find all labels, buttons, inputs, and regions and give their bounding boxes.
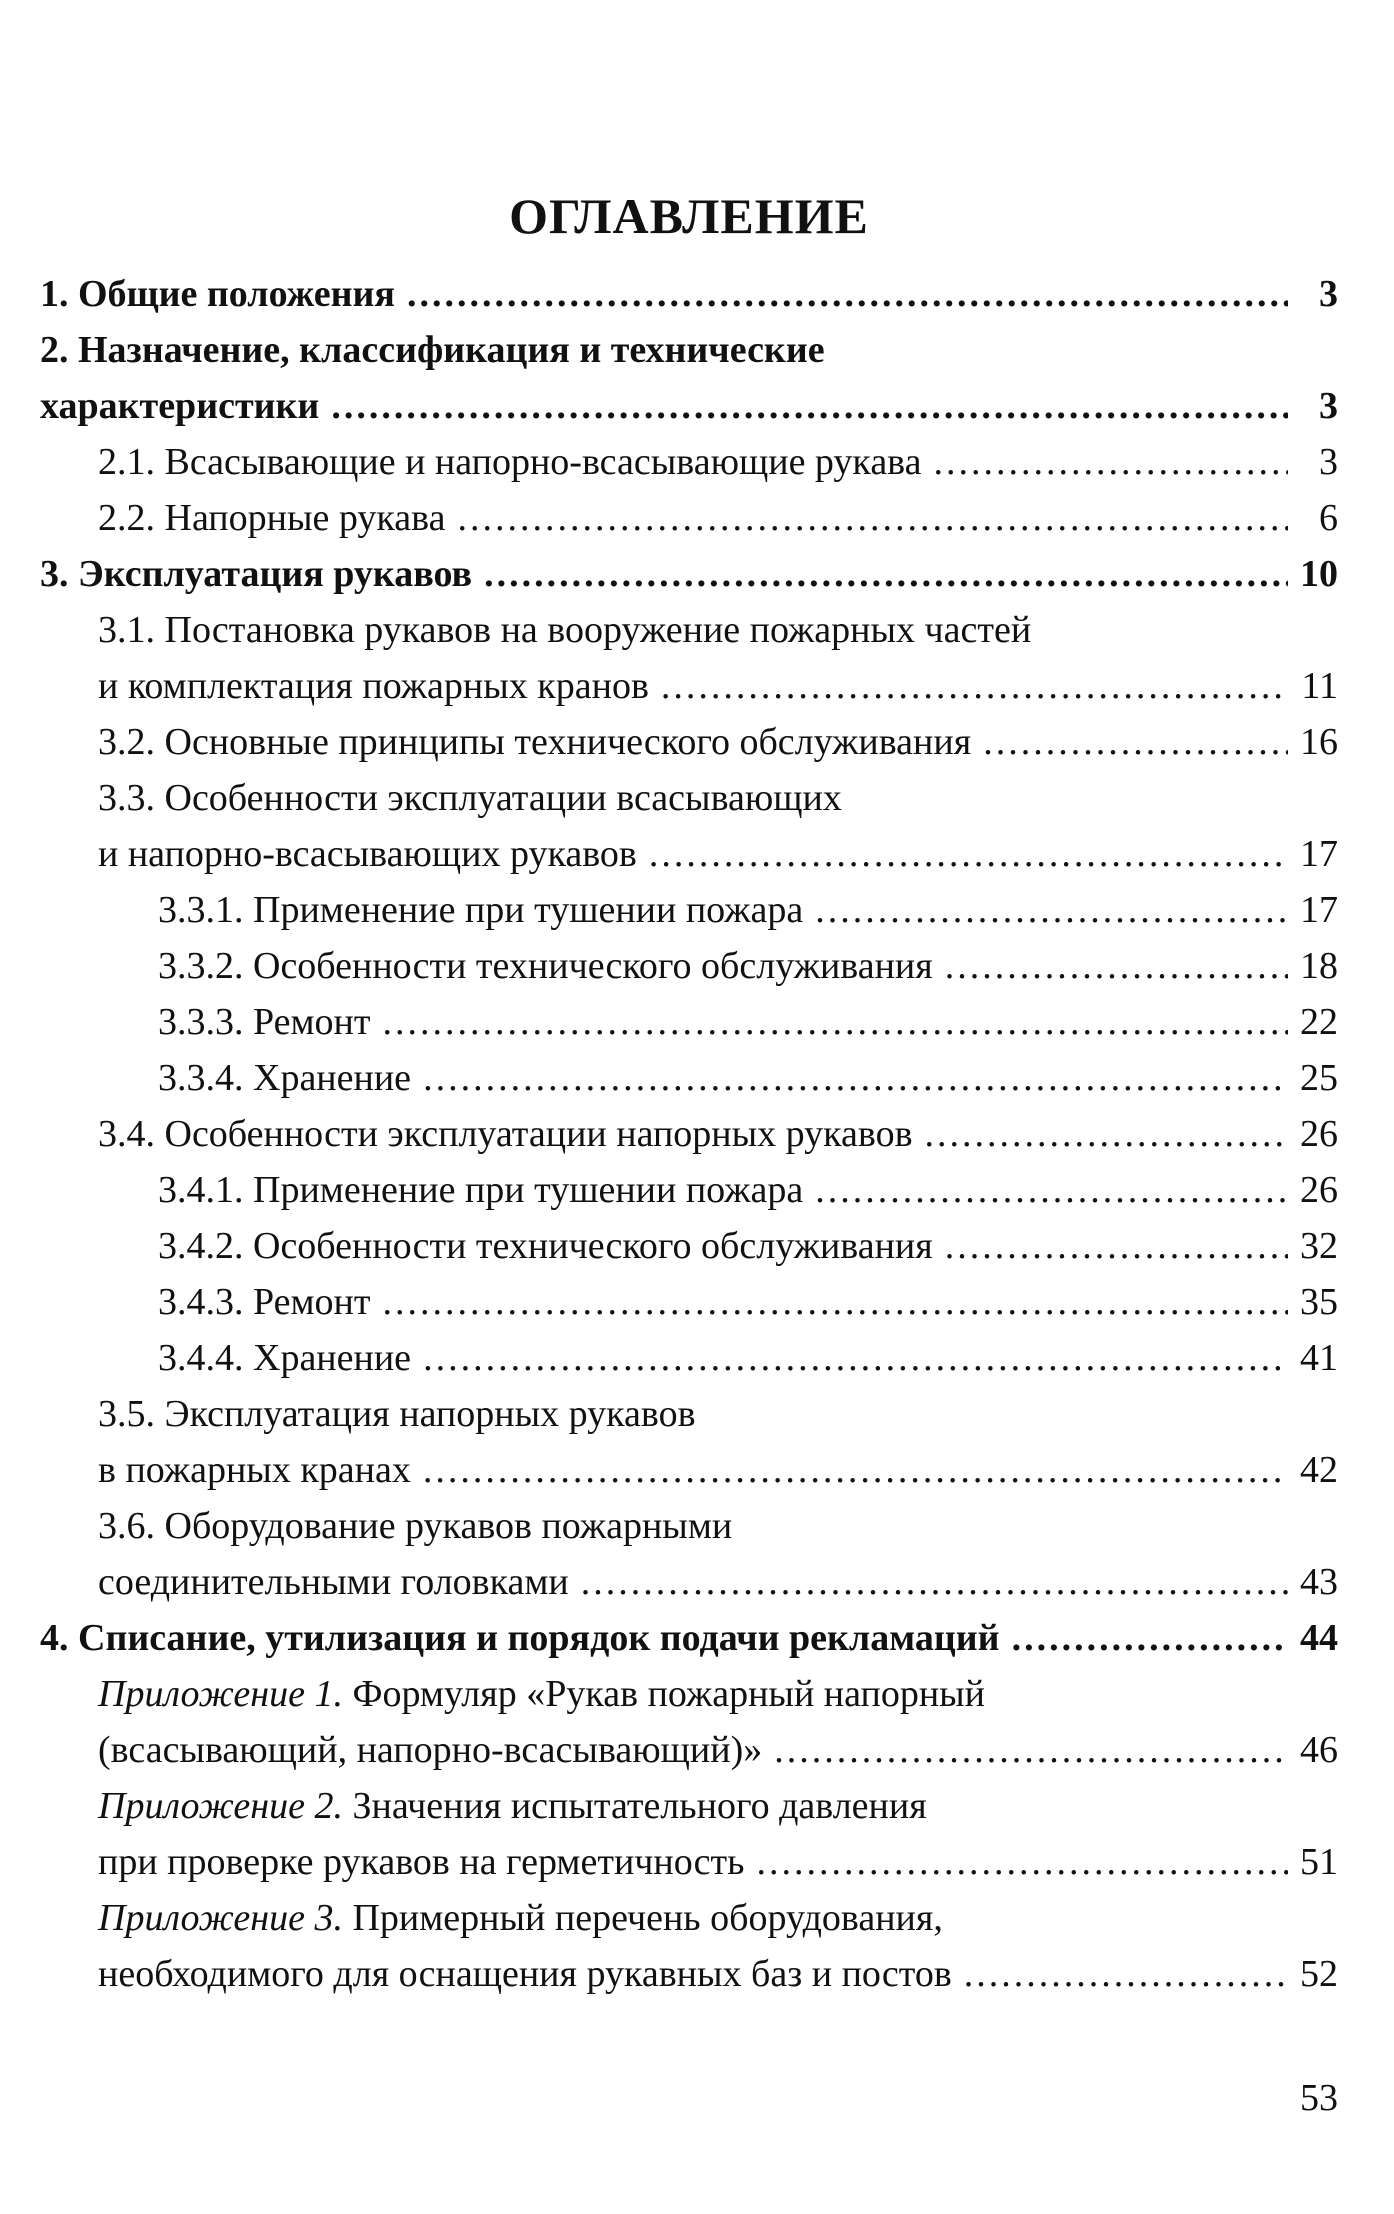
dot-leader [934, 434, 1289, 490]
toc-page-number: 25 [1300, 1057, 1338, 1099]
toc-entry [40, 994, 1338, 1050]
dot-leader [945, 938, 1288, 994]
toc-entry [40, 938, 1338, 994]
toc-entry [40, 1778, 1338, 1890]
dot-leader [1012, 1610, 1288, 1666]
dot-leader [756, 1834, 1288, 1890]
dot-leader [815, 882, 1288, 938]
toc-entry-first-line: Формуляр «Рукав пожарный напорный [342, 1673, 986, 1715]
toc-entry [40, 1274, 1338, 1330]
toc-entry-text: 3.4.2. Особенности технического обслуживания [158, 1225, 933, 1267]
toc-entry [40, 1218, 1338, 1274]
toc-page-number: 42 [1300, 1449, 1338, 1491]
toc-entry-first-line: 3.5. Эксплуатация напорных рукавов [98, 1393, 696, 1435]
dot-leader [331, 378, 1288, 434]
toc-page-number: 43 [1300, 1561, 1338, 1603]
toc-entry [40, 1162, 1338, 1218]
toc-page-number: 51 [1300, 1841, 1338, 1883]
toc-page-number: 3 [1319, 441, 1338, 483]
toc-entry-text: 4. Списание, утилизация и порядок подачи рекламаций [40, 1617, 1000, 1659]
toc-entry [40, 1050, 1338, 1106]
toc-entry [40, 602, 1338, 714]
toc-entry-first-line: 3.6. Оборудование рукавов пожарными [98, 1505, 733, 1547]
page-title: ОГЛАВЛЕНИЕ [509, 188, 869, 244]
toc-entry-text: 3.4.4. Хранение [158, 1337, 412, 1379]
toc-entry-text: 3.2. Основные принципы технического обслуживания [98, 721, 972, 763]
dot-leader [383, 994, 1289, 1050]
toc-entry-text: 3.3.2. Особенности технического обслуживания [158, 945, 933, 987]
toc-page-number: 52 [1300, 1953, 1338, 1995]
dot-leader [407, 266, 1288, 322]
appendix-label: Приложение 2. [98, 1785, 343, 1827]
toc-page-number: 17 [1300, 889, 1338, 931]
dot-leader [983, 714, 1288, 770]
toc-entry [40, 546, 1338, 602]
toc-entry-text: 1. Общие положения [40, 273, 395, 315]
toc-page-number: 46 [1300, 1729, 1338, 1771]
toc-entry-first-line: 3.3. Особенности эксплуатации всасывающих [98, 777, 842, 819]
toc-entry [40, 1610, 1338, 1666]
toc-page-number: 6 [1319, 497, 1338, 539]
toc-entry-text: при проверке рукавов на герметичность [98, 1841, 745, 1883]
toc-entry-text: 3.4.3. Ремонт [158, 1281, 371, 1323]
toc-entry [40, 1106, 1338, 1162]
toc-entry-text: необходимого для оснащения рукавных баз и постов [98, 1953, 952, 1995]
page-number: 53 [1300, 2077, 1338, 2119]
toc-entry-text: 3.4. Особенности эксплуатации напорных рукавов [98, 1113, 913, 1155]
dot-leader [945, 1218, 1288, 1274]
toc-entry [40, 266, 1338, 322]
toc-page-number: 18 [1300, 945, 1338, 987]
toc-entry [40, 1498, 1338, 1610]
toc-entry-first-line: 3.1. Постановка рукавов на вооружение пожарных частей [98, 609, 1032, 651]
toc-entry-text: 3.3.1. Применение при тушении пожара [158, 889, 804, 931]
toc-entry-text: и комплектация пожарных кранов [98, 665, 649, 707]
toc-entry-text: 3.3.3. Ремонт [158, 1001, 371, 1043]
toc-entry-text: (всасывающий, напорно-всасывающий)» [98, 1729, 763, 1771]
dot-leader [383, 1274, 1289, 1330]
toc-entry [40, 770, 1338, 882]
dot-leader [925, 1106, 1288, 1162]
toc-entry [40, 1666, 1338, 1778]
toc-entry [40, 882, 1338, 938]
dot-leader [484, 546, 1288, 602]
toc-entry-first-line: Примерный перечень оборудования, [342, 1897, 943, 1939]
toc-page-number: 35 [1300, 1281, 1338, 1323]
toc-entry-first-line: Значения испытательного давления [342, 1785, 927, 1827]
toc-entry-text: 3.4.1. Применение при тушении пожара [158, 1169, 804, 1211]
toc-entry [40, 322, 1338, 434]
toc-entry-text: в пожарных кранах [98, 1449, 411, 1491]
toc-entry [40, 490, 1338, 546]
toc-entry-text: и напорно-всасывающих рукавов [98, 833, 637, 875]
toc-entry-first-line: 2. Назначение, классификация и технические [40, 329, 825, 371]
toc-entry-text: 3.3.4. Хранение [158, 1057, 412, 1099]
dot-leader [964, 1946, 1288, 2002]
dot-leader [815, 1162, 1288, 1218]
toc-page-number: 32 [1300, 1225, 1338, 1267]
toc-page-number: 22 [1300, 1001, 1338, 1043]
toc-page-number: 3 [1319, 385, 1338, 427]
dot-leader [423, 1050, 1288, 1106]
appendix-label: Приложение 1. [98, 1673, 343, 1715]
toc-entry [40, 434, 1338, 490]
dot-leader [581, 1554, 1288, 1610]
toc-page-number: 10 [1300, 553, 1338, 595]
toc-entry-text: характеристики [40, 385, 320, 427]
dot-leader [423, 1330, 1288, 1386]
toc-page-number: 41 [1300, 1337, 1338, 1379]
toc-page-number: 26 [1300, 1169, 1338, 1211]
toc-entry [40, 1386, 1338, 1498]
toc-entry-text: 2.1. Всасывающие и напорно-всасывающие рукава [98, 441, 922, 483]
dot-leader [661, 658, 1288, 714]
dot-leader [649, 826, 1288, 882]
toc-page-number: 11 [1301, 665, 1338, 707]
toc-entry-text: 3. Эксплуатация рукавов [40, 553, 473, 595]
dot-leader [774, 1722, 1288, 1778]
toc-entry-text: соединительными головками [98, 1561, 569, 1603]
toc-entry [40, 714, 1338, 770]
toc-entry-text: 2.2. Напорные рукава [98, 497, 446, 539]
toc-entry [40, 1890, 1338, 2002]
dot-leader [457, 490, 1288, 546]
toc-page-number: 17 [1300, 833, 1338, 875]
toc-page-number: 26 [1300, 1113, 1338, 1155]
toc-entry [40, 1330, 1338, 1386]
toc-page-number: 3 [1319, 273, 1338, 315]
toc-page-number: 44 [1300, 1617, 1338, 1659]
toc-page-number: 16 [1300, 721, 1338, 763]
dot-leader [423, 1442, 1288, 1498]
appendix-label: Приложение 3. [98, 1897, 343, 1939]
table-of-contents [40, 266, 1338, 2002]
